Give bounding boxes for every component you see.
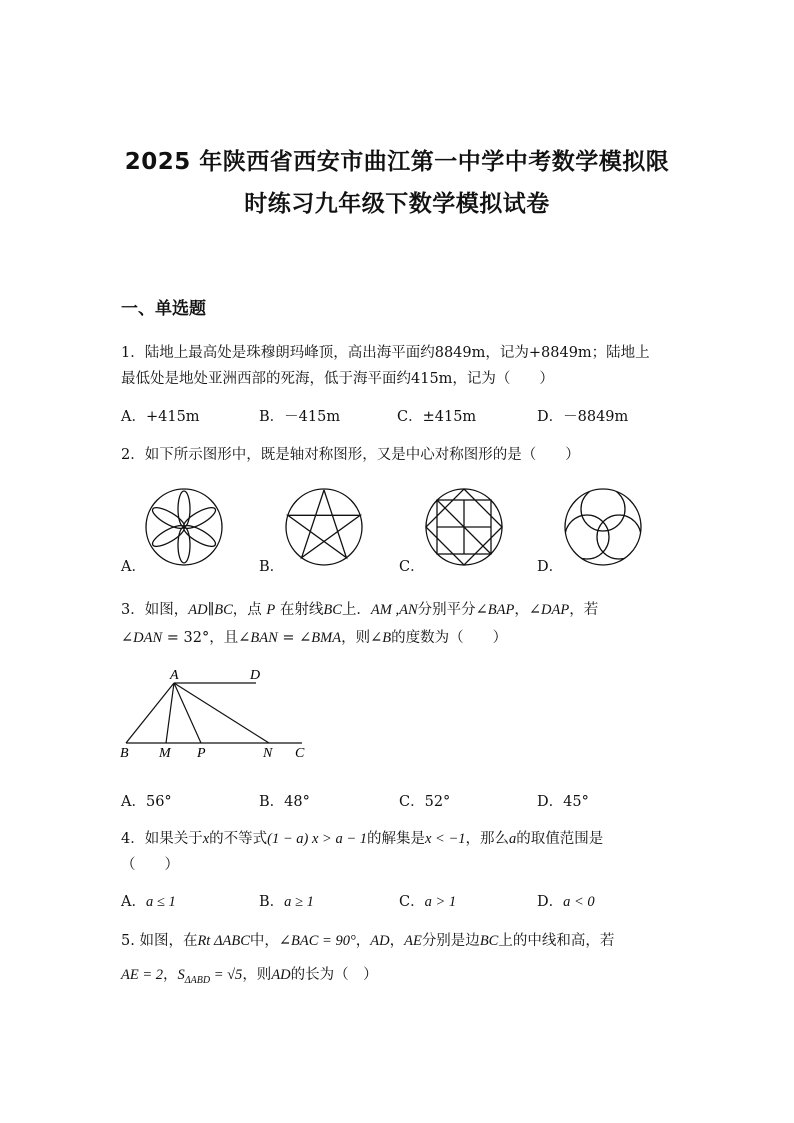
math: B	[382, 630, 392, 646]
math: ∠BAC = 90°	[278, 933, 356, 949]
text: 的解集是	[367, 831, 425, 847]
text: 4．如果关于	[121, 831, 203, 847]
label-c: C	[295, 746, 305, 761]
option-expr: a > 1	[424, 894, 457, 910]
math: AD	[271, 967, 291, 983]
q1-option-b: B．－415m	[259, 409, 341, 425]
math-subscript: ΔABD	[184, 974, 211, 986]
q2-option-c: C．	[399, 559, 425, 575]
math: DAN	[133, 630, 163, 646]
text: 的长为（ ）	[290, 967, 378, 983]
q2-figure-c-squares	[424, 487, 504, 567]
text: 在射线	[275, 602, 324, 618]
q4-stem-line-2: （ ）	[121, 857, 179, 873]
label-d: D	[250, 668, 261, 683]
q4-option-c	[399, 890, 456, 911]
q1-option-d: D．－8849m	[537, 409, 629, 425]
text: ，点	[232, 602, 267, 618]
math: BAP	[487, 602, 515, 618]
q3-option-c: C．52°	[399, 794, 451, 810]
label-b: B	[120, 746, 129, 761]
text: 上的中线和高，若	[498, 933, 615, 949]
q4-option-a	[121, 890, 176, 911]
text: ，则	[242, 967, 272, 983]
math: Rt ΔABC	[197, 933, 250, 949]
option-expr: a ≤ 1	[145, 894, 176, 910]
q2-option-d: D．	[537, 559, 564, 575]
text: ，	[163, 967, 178, 983]
math: DAP	[541, 602, 570, 618]
q3-option-a: A．56°	[121, 794, 172, 810]
q3-stem-line-1	[121, 598, 598, 619]
q3-option-d: D．45°	[537, 794, 589, 810]
text: 中，	[249, 933, 279, 949]
text: 5. 如图，在	[121, 933, 198, 949]
q1-stem-line-1: 1．陆地上最高处是珠穆朗玛峰顶，高出海平面约8849m，记为+8849m；陆地上	[121, 345, 650, 361]
math: a	[509, 831, 517, 847]
q4-option-b	[259, 890, 314, 911]
math: AD	[370, 933, 390, 949]
option-expr: a ≥ 1	[284, 894, 314, 910]
text: ，	[389, 933, 405, 949]
label-n: N	[263, 746, 273, 761]
q1-option-a: A．+415m	[121, 409, 200, 425]
text: = 32°，且∠	[162, 630, 251, 646]
label-m: M	[159, 746, 171, 761]
text: = ∠	[277, 630, 312, 646]
q2-option-b: B．	[259, 559, 285, 575]
math: BMA	[311, 630, 342, 646]
text: 的度数为（ ）	[391, 630, 508, 646]
text: ，那么	[465, 831, 510, 847]
q3-stem-line-2	[121, 626, 507, 647]
text: ∠	[121, 630, 134, 646]
option-letter: A．	[121, 894, 146, 910]
text: ，则∠	[341, 630, 383, 646]
math: BC	[323, 602, 342, 618]
q3-option-b: B．48°	[259, 794, 310, 810]
math: x < −1	[425, 831, 466, 847]
math: (1 − a) x > a − 1	[267, 831, 367, 847]
q2-option-a: A．	[121, 559, 146, 575]
q1-option-c: C．±415m	[397, 409, 477, 425]
math: AM ,AN	[370, 602, 418, 618]
math: P	[266, 602, 276, 618]
math: BC	[479, 933, 499, 949]
option-letter: C．	[399, 894, 425, 910]
math: S	[177, 967, 185, 983]
q2-figure-a-flower	[144, 487, 224, 567]
q4-stem-line-1	[121, 827, 603, 848]
page-title-line-1: 2025 年陕西省西安市曲江第一中学中考数学模拟限	[124, 149, 670, 175]
math: AD∥BC	[188, 602, 233, 618]
page-title-line-2: 时练习九年级下数学模拟试卷	[244, 191, 550, 217]
option-letter: B．	[259, 894, 285, 910]
label-p: P	[197, 746, 206, 761]
math: x	[202, 831, 210, 847]
math: AE	[404, 933, 422, 949]
text: ，∠	[514, 602, 542, 618]
q4-option-d	[537, 890, 595, 911]
text: 分别平分∠	[417, 602, 488, 618]
q5-stem-line-2	[121, 963, 378, 986]
option-expr: a < 0	[563, 894, 595, 910]
label-a: A	[170, 668, 179, 683]
q1-stem-line-2: 最低处是地处亚洲西部的死海，低于海平面约415m，记为（ ）	[121, 371, 554, 387]
q2-figure-b-star	[284, 487, 364, 567]
option-letter: D．	[537, 894, 564, 910]
segment-an	[174, 683, 269, 743]
text: ，	[355, 933, 371, 949]
text: 的取值范围是	[516, 831, 604, 847]
text: 3．如图，	[121, 602, 189, 618]
section-heading: 一、单选题	[121, 299, 206, 319]
text: ，若	[569, 602, 599, 618]
q2-figure-d-arcs	[563, 487, 643, 567]
text: 分别是边	[421, 933, 480, 949]
math: BAN	[250, 630, 278, 646]
q2-stem: 2．如下所示图形中，既是轴对称图形，又是中心对称图形的是（ ）	[121, 447, 580, 463]
q3-figure-geometry	[114, 664, 314, 764]
text: 上．	[341, 602, 371, 618]
q5-stem-line-1	[121, 929, 614, 950]
math: AE = 2	[121, 967, 163, 983]
math: = √5	[210, 967, 243, 983]
text: 的不等式	[209, 831, 268, 847]
